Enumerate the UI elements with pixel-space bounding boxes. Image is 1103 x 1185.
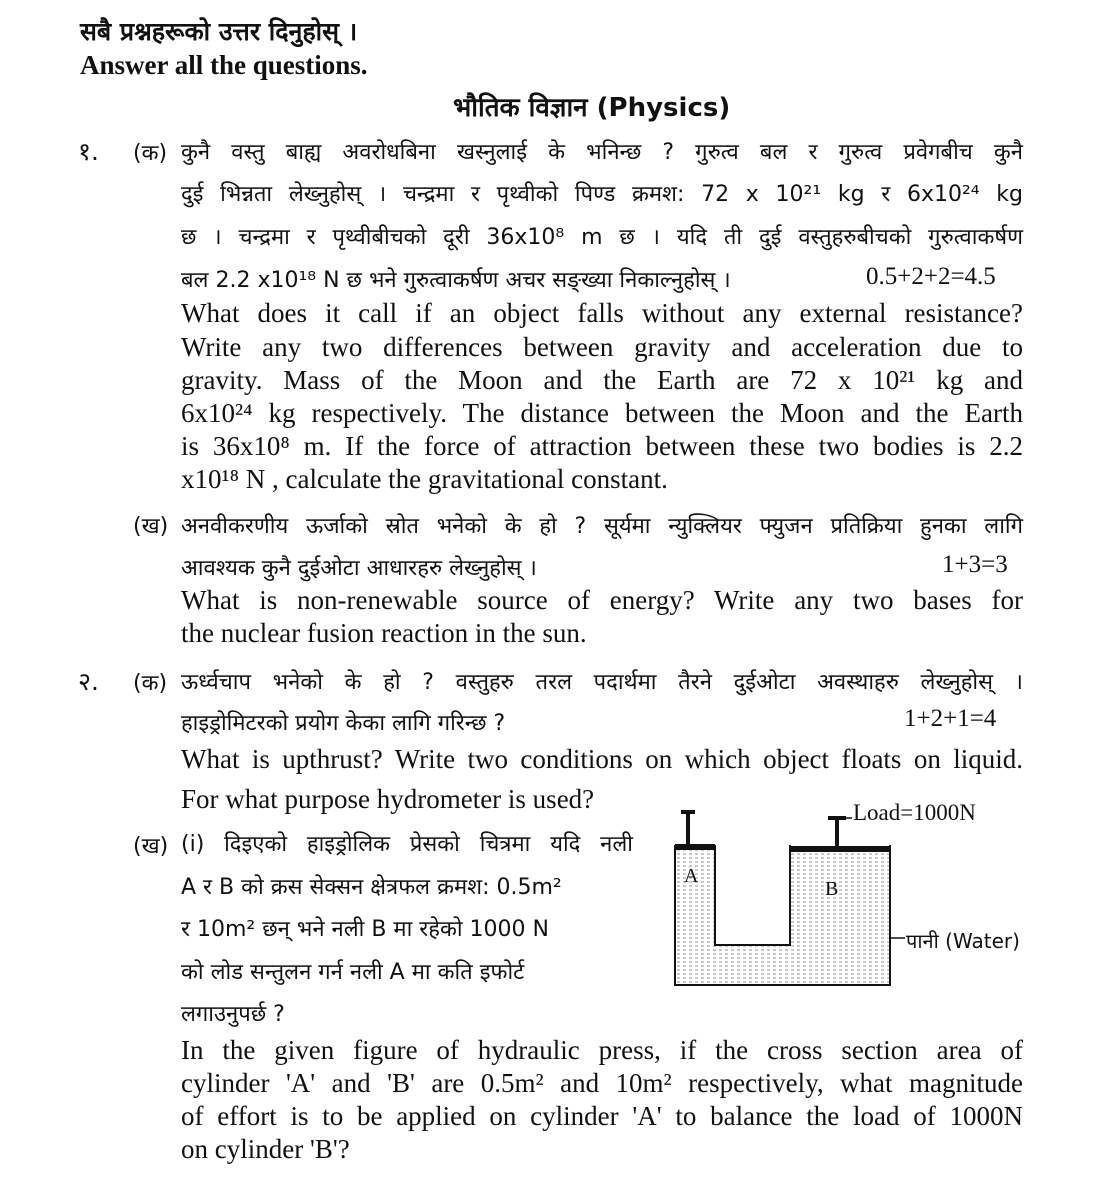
vessel-divider (715, 845, 790, 945)
cylinder-a-label: A (684, 865, 699, 887)
water-fill (675, 850, 890, 985)
question-2a-label: (क) (133, 671, 168, 696)
question-2b-nepali-line: (i) दिइएको हाइड्रोलिक प्रेसको चित्रमा यदि नली (181, 832, 633, 857)
hydraulic-press-diagram (665, 800, 1045, 1000)
question-2b-english-line: of effort is to be applied on cylinder 'A' to balance the load of 1000N (181, 1101, 1023, 1131)
question-2b-nepali-line: र 10m² छन् भने नली B मा रहेको 1000 N (181, 917, 549, 942)
question-1b-nepali-line: आवश्यक कुनै दुईओटा आधारहरु लेख्नुहोस् । (181, 556, 537, 581)
question-2b-nepali-line: A र B को क्रस सेक्सन क्षेत्रफल क्रमश: 0.5m² (181, 875, 562, 900)
question-2-number: २. (78, 667, 99, 696)
water-label: पानी (Water) (906, 929, 1020, 953)
question-1a-english-line: What does it call if an object falls without any external resistance? (181, 298, 1023, 328)
question-2a-english-line: For what purpose hydrometer is used? (181, 784, 595, 814)
question-1a-english-line: 6x10²⁴ kg respectively. The distance between the Moon and the Earth (181, 398, 1023, 428)
question-2a-english-line: What is upthrust? Write two conditions on which object floats on liquid. (181, 744, 1023, 774)
piston-a-rod (686, 812, 690, 844)
piston-a (675, 844, 715, 850)
question-1-number: १. (78, 137, 99, 166)
question-2a-marks: 1+2+1=4 (904, 705, 997, 732)
piston-b-rod (835, 820, 839, 846)
question-1b-english-line: the nuclear fusion reaction in the sun. (181, 618, 587, 648)
question-1a-nepali-line: दुई भिन्नता लेख्नुहोस् । चन्द्रमा र पृथ्वीको पिण्ड क्रमश: 72 x 10²¹ kg र 6x10²⁴ kg (181, 182, 1023, 207)
question-2b-nepali-line: लगाउनुपर्छ ? (181, 1002, 285, 1027)
question-1a-english-line: is 36x10⁸ m. If the force of attraction between these two bodies is 2.2 (181, 431, 1023, 461)
question-2b-english-line: In the given figure of hydraulic press, if the cross section area of (181, 1035, 1023, 1065)
question-2a-nepali-line: ऊर्ध्वचाप भनेको के हो ? वस्तुहरु तरल पदार्थमा तैरने दुईओटा अवस्थाहरु लेख्नुहोस् । (181, 670, 1023, 695)
section-title: भौतिक विज्ञान (Physics) (453, 93, 731, 123)
question-1a-english-line: Write any two differences between gravity and acceleration due to (181, 332, 1023, 362)
question-2b-nepali-line: को लोड सन्तुलन गर्न नली A मा कति इफोर्ट (181, 960, 525, 985)
piston-b (790, 846, 890, 852)
question-1a-english-line: gravity. Mass of the Moon and the Earth are 72 x 10²¹ kg and (181, 365, 1023, 395)
question-2b-label: (ख) (133, 834, 169, 859)
question-2b-english-line: on cylinder 'B'? (181, 1134, 350, 1164)
question-1a-nepali-line: कुनै वस्तु बाह्य अवरोधबिना खस्नुलाई के भनिन्छ ? गुरुत्व बल र गुरुत्व प्रवेगबीच कुनै (181, 140, 1023, 165)
question-1b-english-line: What is non-renewable source of energy? Write any two bases for (181, 585, 1023, 615)
question-1a-marks: 0.5+2+2=4.5 (866, 263, 996, 290)
question-1b-label: (ख) (133, 514, 169, 539)
question-1b-marks: 1+3=3 (942, 551, 1008, 578)
question-1a-nepali-line: बल 2.2 x10¹⁸ N छ भने गुरुत्वाकर्षण अचर सङ्ख्या निकाल्नुहोस् । (181, 268, 731, 293)
question-1a-english-line: x10¹⁸ N , calculate the gravitational constant. (181, 464, 668, 494)
instruction-english: Answer all the questions. (80, 50, 368, 80)
question-1a-nepali-line: छ । चन्द्रमा र पृथ्वीबीचको दूरी 36x10⁸ m छ । यदि ती दुई वस्तुहरुबीचको गुरुत्वाकर्षण (181, 225, 1023, 250)
cylinder-b-label: B (825, 878, 839, 900)
question-1a-label: (क) (133, 141, 168, 166)
question-2b-english-line: cylinder 'A' and 'B' are 0.5m² and 10m² respectively, what magnitude (181, 1068, 1023, 1098)
piston-a-handle (681, 810, 695, 814)
question-2a-nepali-line: हाइड्रोमिटरको प्रयोग केका लागि गरिन्छ ? (181, 711, 506, 736)
load-label: Load=1000N (853, 800, 976, 825)
instruction-nepali: सबै प्रश्नहरूको उत्तर दिनुहोस् । (80, 17, 358, 46)
question-1b-nepali-line: अनवीकरणीय ऊर्जाको स्रोत भनेको के हो ? सूर्यमा न्युक्लियर फ्युजन प्रतिक्रिया हुनका लागि (181, 514, 1023, 539)
load-plate (828, 816, 846, 820)
